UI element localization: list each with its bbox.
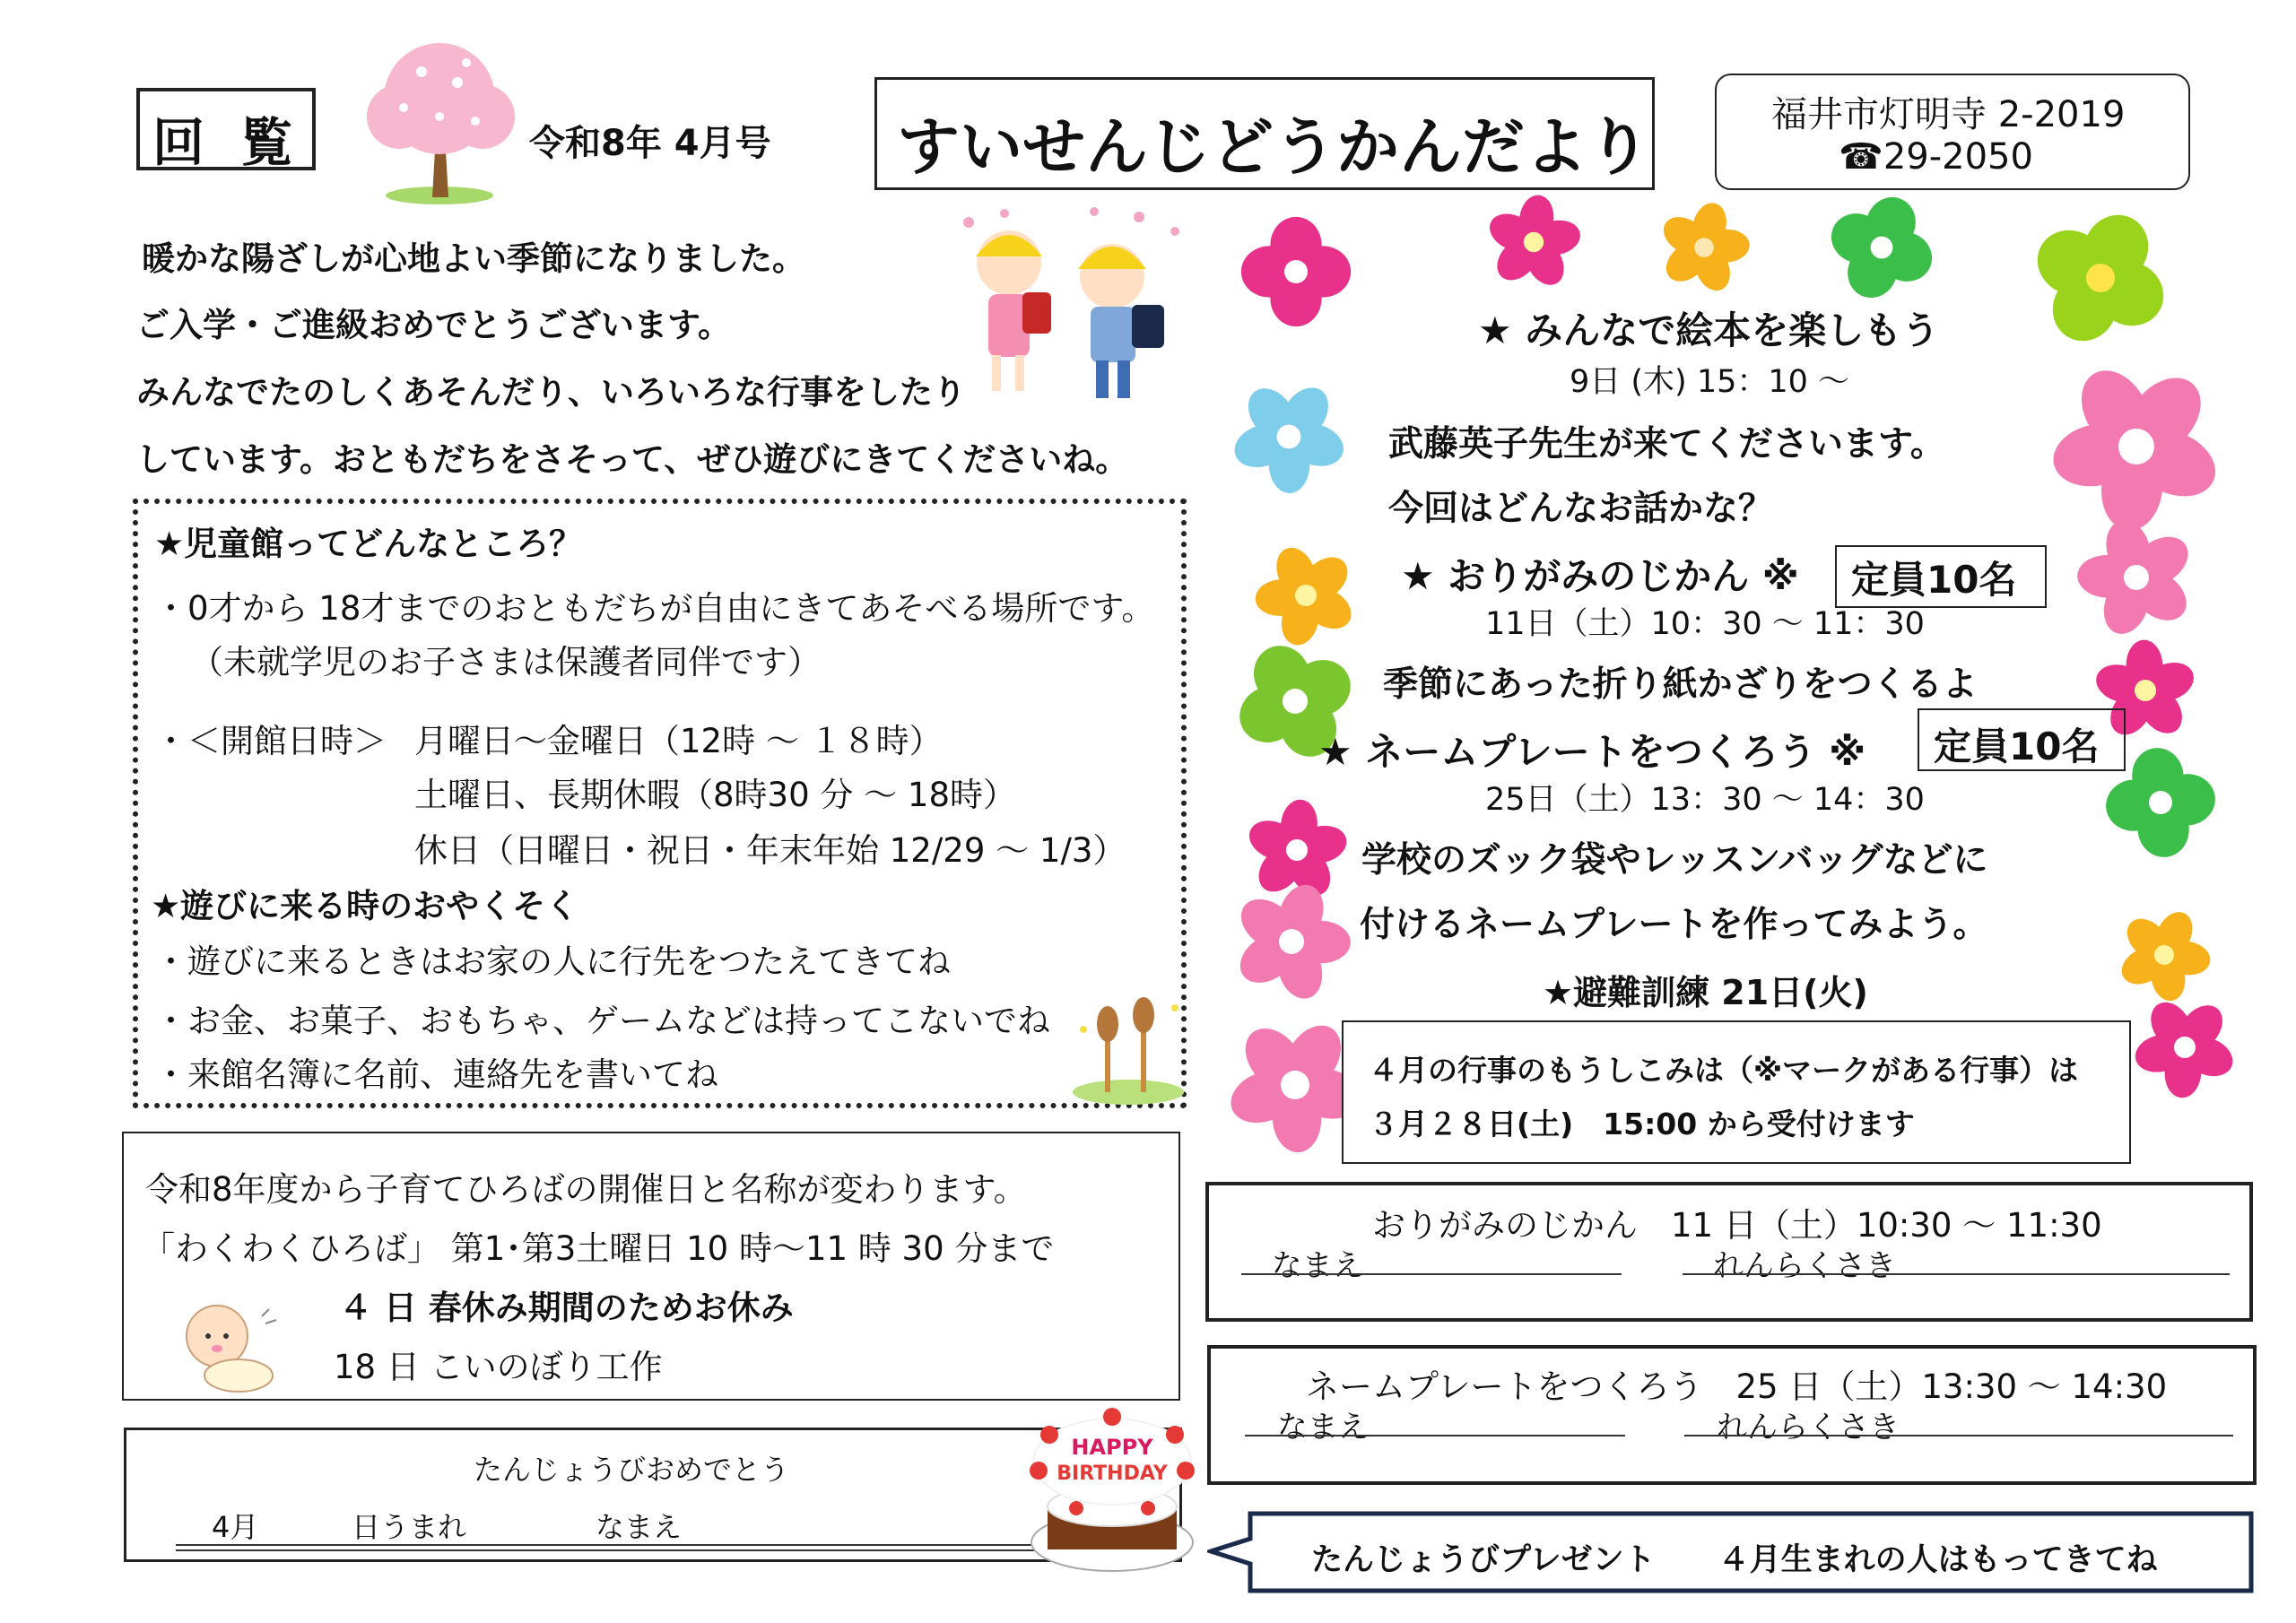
nameplate-contact-label: れんらくさき [1717,1410,1900,1445]
rule-3: ・来館名簿に名前、連絡先を書いてね [154,1055,718,1094]
event1-desc-1: 武藤英子先生が来てくださいます。 [1388,424,1945,464]
nameplate-name-field[interactable] [1245,1435,1625,1436]
hiroba-line-2: 「わくわくひろば」 第1･第3土曜日 10 時～11 時 30 分まで [142,1229,1055,1268]
flower-icon [1229,377,1349,497]
origami-name-field[interactable] [1241,1273,1622,1275]
birthday-title: たんじょうびおめでとう [474,1453,790,1487]
flower-icon [2115,906,2213,1004]
event3-capacity: 定員10名 [1934,725,2100,768]
event1-desc-2: 今回はどんなお話かな？ [1388,489,1774,529]
flower-icon [2029,206,2172,350]
cherry-tree-illustration [350,36,529,206]
kairan-label: 回 覧 [152,112,302,173]
event2-time: 11日（土）10：30 ～ 11：30 [1485,606,1925,642]
event1-time: 9日 (木) 15：10 ～ [1570,364,1850,400]
hiroba-line-4: 18 日 こいのぼり工作 [334,1348,663,1386]
flower-icon [2074,515,2199,640]
birthday-name-label: なまえ [596,1510,683,1544]
event3-desc-1: 学校のズック袋やレッスンバッグなどに [1361,840,1988,881]
hours-line-2: 土曜日、長期休暇（8時30 分 ～ 18時） [414,776,1016,814]
hours-line-3: 休日（日曜日・祝日・年末年始 12/29 ～ 1/3） [414,831,1126,870]
origami-name-label: なまえ [1272,1248,1363,1284]
flower-icon [2047,357,2226,536]
school-kids-illustration [933,204,1202,420]
notice-line-2: ３月２８日(土) 15:00 から受付けます [1369,1107,1915,1141]
baby-illustration [176,1297,283,1395]
birthday-day-label: 日うまれ [352,1510,467,1544]
present-text: たんじょうびプレゼント ４月生まれの人はもってきてね [1311,1542,2158,1578]
flower-icon [2131,994,2239,1101]
event3-title: ★ ネームプレートをつくろう ※ [1318,730,1866,774]
event4-title: ★避難訓練 21日(火) [1543,973,1868,1012]
flower-icon [1656,199,1752,296]
hiroba-line-1: 令和8年度から子育てひろばの開催日と名称が変わります。 [145,1170,1027,1209]
issue-label: 令和8年 4月号 [529,123,771,164]
origami-contact-field[interactable] [1683,1273,2230,1275]
flower-icon [1483,192,1584,292]
event3-time: 25日（土）13：30 ～ 14：30 [1485,782,1925,818]
rule-2: ・お金、お菓子、おもちゃ、ゲームなどは持ってこないでね [154,1002,1050,1040]
hiroba-line-3: ４ 日 春休み期間のためお休み [339,1289,794,1327]
newsletter-title: すいせんじどうかんだより [897,110,1650,184]
birthday-cake-illustration [1022,1408,1202,1578]
nameplate-form-title: ネームプレートをつくろう 25 日（土）13:30 ～ 14:30 [1306,1367,2168,1406]
intro-line-2: ご入学・ご進級おめでとうございます。 [136,306,732,344]
phone: ☎29-2050 [1839,136,2033,178]
about-line-1: ・0才から 18才までのおともだちが自由にきてあそべる場所です。 [154,589,1155,628]
intro-line-1: 暖かな陽ざしが心地よい季節になりました。 [142,239,805,278]
intro-line-4: しています。おともだちをさそって、ぜひ遊びにきてくださいね。 [136,440,1129,479]
origami-contact-label: れんらくさき [1713,1248,1896,1284]
event2-title: ★ おりがみのじかん ※ [1401,554,1799,598]
about-heading: ★児童館ってどんなところ？ [154,525,583,563]
origami-form-title: おりがみのじかん 11 日（土）10:30 ～ 11:30 [1372,1206,2102,1245]
event3-desc-2: 付けるネームプレートを作ってみよう。 [1360,905,1988,945]
notice-line-1: ４月の行事のもうしこみは（※マークがある行事）は [1369,1053,2079,1088]
address: 福井市灯明寺 2-2019 [1771,94,2126,135]
intro-line-3: みんなでたのしくあそんだり、いろいろな行事をしたり [136,373,966,412]
about-line-2: （未就学児のお子さまは保護者同伴です） [190,643,821,681]
flower-icon [1238,213,1354,330]
event1-title: ★ みんなで絵本を楽しもう [1478,308,1940,352]
rule-1: ・遊びに来るときはお家の人に行先をつたえてきてね [154,942,951,981]
nameplate-name-label: なまえ [1277,1410,1369,1445]
flower-icon [1229,879,1354,1004]
birthday-writing-line [176,1544,1046,1551]
birthday-month-label: 4月 [212,1510,259,1544]
cake-text-happy: HAPPY [1071,1435,1153,1460]
hours-label: ・＜開館日時＞ [154,722,387,760]
nameplate-contact-field[interactable] [1684,1435,2233,1436]
tsukushi-illustration [1065,994,1191,1110]
hours-line-1: 月曜日～金曜日（12時 ～ １８時） [414,722,943,760]
cake-text-birthday: BIRTHDAY [1057,1462,1168,1485]
event2-capacity: 定員10名 [1851,558,2017,602]
flower-icon [1252,542,1360,649]
rules-heading: ★遊びに来る時のおやくそく [151,887,579,925]
event2-desc: 季節にあった折り紙かざりをつくるよ [1383,664,1978,705]
flower-icon [1826,192,1937,303]
